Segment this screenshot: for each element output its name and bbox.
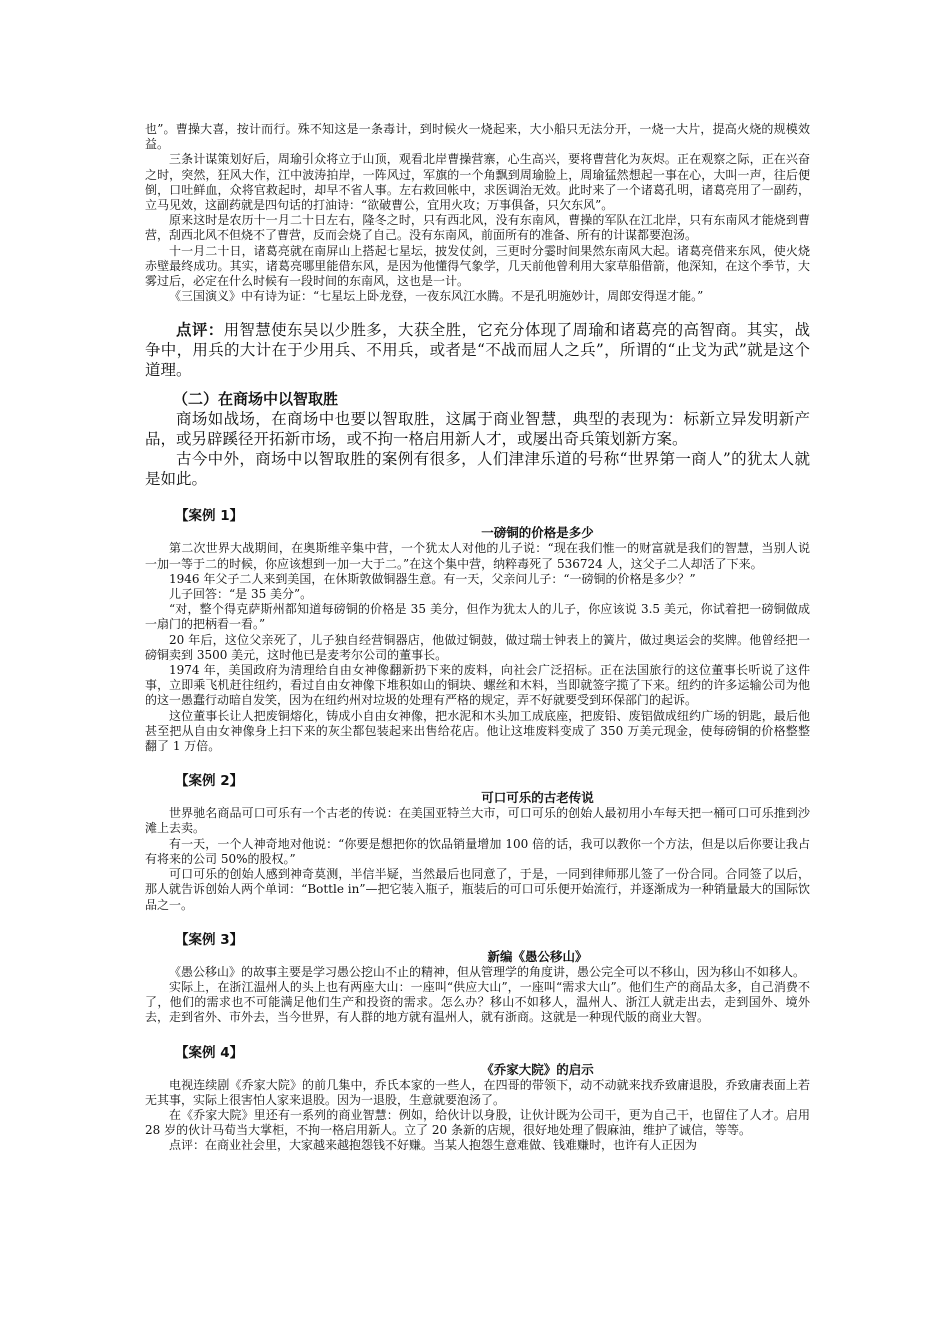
section-heading: （二）在商场中以智取胜 <box>173 390 339 409</box>
case-label: 【案例 2】 <box>175 773 244 790</box>
case-title: 《乔家大院》的启示 <box>481 1061 594 1077</box>
paragraph: 可口可乐的创始人感到神奇莫测，半信半疑，当然最后也同意了，于是，一同到律师那儿签了一份合同。合同签了以后，那人就告诉创始人两个单词：“Bottle in”—把它装入瓶子，瓶装后的可口可乐便开始流行，并逐渐成为一种销量最大的国际饮品之一。 <box>145 867 810 912</box>
paragraph: 世界驰名商品可口可乐有一个古老的传说：在美国亚特兰大市，可口可乐的创始人最初用小车每天把一桶可口可乐推到沙滩上去卖。 <box>145 806 810 836</box>
paragraph: 古今中外，商场中以智取胜的案例有很多，人们津津乐道的号称“世界第一商人”的犹太人就是如此。 <box>145 450 810 489</box>
case-block <box>145 507 810 754</box>
comment-label: 点评： <box>176 321 224 340</box>
paragraph: 《愚公移山》的故事主要是学习愚公挖山不止的精神，但从管理学的角度讲，愚公完全可以不移山，因为移山不如移人。 <box>169 964 806 979</box>
paragraph: 实际上，在浙江温州人的头上也有两座大山：一座叫“供应大山”，一座叫“需求大山”。他们生产的商品太多，自己消费不了，他们的需求也不可能满足他们生产和投资的需求。怎么办？移山不如移人，温州人、浙江人就走出去，走到国外、境外去，走到省外、市外去，当今世界，有人群的地方就有温州人，就有浙商。这就是一种现代版的商业大智。 <box>145 979 810 1025</box>
paragraph: 1974 年，美国政府为清理给自由女神像翻新扔下来的废料，向社会广泛招标。正在法国旅行的这位董事长听说了这件事，立即乘飞机赶往纽约，看过自由女神像下堆积如山的铜块、螺丝和木料，当即就签字揽了下来。纽约的许多运输公司为他的这一愚蠢行动暗自发笑，因为在纽约州对垃圾的处理有严格的规定，弄不好就要受到环保部门的起诉。 <box>145 663 810 708</box>
comment-text: 用智慧使东吴以少胜多，大获全胜，它充分体现了周瑜和诸葛亮的高智商。其实，战争中，用兵的大计在于少用兵、不用兵，或者是“不战而屈人之兵”，所谓的“止戈为武”就是这个道理。 <box>145 321 810 380</box>
paragraph: 点评：在商业社会里，大家越来越抱怨钱不好赚。当某人抱怨生意难做、钱难赚时，也许有人正因为 <box>169 1138 698 1153</box>
paragraph: 1946 年父子二人来到美国，在休斯敦做铜器生意。有一天，父亲问儿子：“一磅铜的价格是多少？” <box>169 571 696 586</box>
case-title: 新编《愚公移山》 <box>487 948 588 964</box>
case-block <box>145 772 810 912</box>
case-block <box>145 931 810 1026</box>
paragraph: 《三国演义》中有诗为证：“七星坛上卧龙登，一夜东风江水腾。不是孔明施妙计，周郎安得逞才能。” <box>169 289 704 304</box>
paragraph: 这位董事长让人把废铜熔化，铸成小自由女神像，把水泥和木头加工成底座，把废铅、废铝做成纽约广场的钥匙，最后他甚至把从自由女神像身上扫下来的灰尘都包装起来出售给花店。他让这堆废料变成了 350 万美元现金，使每磅铜的价格整整翻了 1 万倍。 <box>145 708 810 754</box>
paragraph: 有一天，一个人神奇地对他说：“你要是想把你的饮品销量增加 100 倍的话，我可以教你一个方法，但是以后你要让我占有将来的公司 50%的股权。” <box>145 836 810 866</box>
paragraph: 商场如战场，在商场中也要以智取胜，这属于商业智慧，典型的表现为：标新立异发明新产品，或另辟蹊径开拓新市场，或不拘一格启用新人才，或屡出奇兵策划新方案。 <box>145 410 810 449</box>
paragraph: 20 年后，这位父亲死了，儿子独自经营铜器店，他做过铜鼓，做过瑞士钟表上的簧片，做过奥运会的奖牌。他曾经把一磅铜卖到 3500 美元，这时他已是麦考尔公司的董事长。 <box>145 632 810 662</box>
paragraph: 第二次世界大战期间，在奥斯维辛集中营，一个犹太人对他的儿子说：“现在我们惟一的财富就是我们的智慧，当别人说一加一等于二的时候，你应该想到一加一大于二。”在这个集中营，纳粹毒死了 536724 人，这父子二人却活了下来。 <box>145 541 810 571</box>
paragraph: 十一月二十日，诸葛亮就在南屏山上搭起七星坛，披发仗剑，三更时分霎时间果然东南风大起。诸葛亮借来东风，使火烧赤壁最终成功。其实，诸葛亮哪里能借东风，是因为他懂得气象学，几天前他曾利用大家草船借箭，他深知，在这个季节，大雾过后，必定在什么时候有一段时间的东南风，这也是一计。 <box>145 243 810 289</box>
case-label: 【案例 4】 <box>175 1044 244 1061</box>
paragraph: 原来这时是农历十一月二十日左右，隆冬之时，只有西北风，没有东南风，曹操的军队在江北岸，只有东南风才能烧到曹营，刮西北风不但烧不了曹营，反而会烧了自己。没有东南风，前面所有的准备、所有的计谋都要泡汤。 <box>145 213 810 243</box>
paragraph: 也”。曹操大喜，按计而行。殊不知这是一条毒计，到时候火一烧起来，大小船只无法分开，一烧一大片，提高火烧的规模效益。 <box>145 122 810 152</box>
paragraph: 三条计谋策划好后，周瑜引众将立于山顶，观看北岸曹操营寨，心生高兴，要将曹营化为灰烬。正在观察之际，正在兴奋之时，突然，狂风大作，江中波涛拍岸，一阵风过，军旗的一个角飘到周瑜脸上，周瑜猛然想起一事在心，大叫一声，往后便倒，口吐鲜血，众将官救起时，却早不省人事。左右救回帐中，求医调治无效。此时来了一个诸葛孔明，诸葛亮用了一副药，立马见效，这副药就是四句话的打油诗：“欲破曹公，宜用火攻；万事俱备，只欠东风”。 <box>145 152 810 213</box>
section-sanguo-story <box>145 122 810 304</box>
case-label: 【案例 1】 <box>175 508 244 525</box>
case-title: 一磅铜的价格是多少 <box>481 525 594 541</box>
paragraph: 电视连续剧《乔家大院》的前几集中，乔氏本家的一些人，在四哥的带领下，动不动就来找乔致庸退股，乔致庸表面上若无其事，实际上很害怕人家来退股。因为一退股，生意就要泡汤了。 <box>145 1077 810 1107</box>
paragraph: 在《乔家大院》里还有一系列的商业智慧：例如，给伙计以身股，让伙计既为公司干，更为自己干，也留住了人才。启用 28 岁的伙计马荀当大掌柜，不拘一格启用新人。立了 20 条新的店规，很好地处理了假麻油，维护了诚信，等等。 <box>145 1107 810 1138</box>
comment-paragraph <box>145 320 810 380</box>
case-block <box>145 1044 810 1154</box>
paragraph: 儿子回答：“是 35 美分”。 <box>169 587 313 602</box>
case-title: 可口可乐的古老传说 <box>481 790 594 806</box>
case-label: 【案例 3】 <box>175 931 244 948</box>
document-page <box>145 122 810 1154</box>
paragraph: “对，整个得克萨斯州都知道每磅铜的价格是 35 美分，但作为犹太人的儿子，你应该说 3.5 美元，你试着把一磅铜做成一扇门的把柄看一看。” <box>145 602 810 632</box>
